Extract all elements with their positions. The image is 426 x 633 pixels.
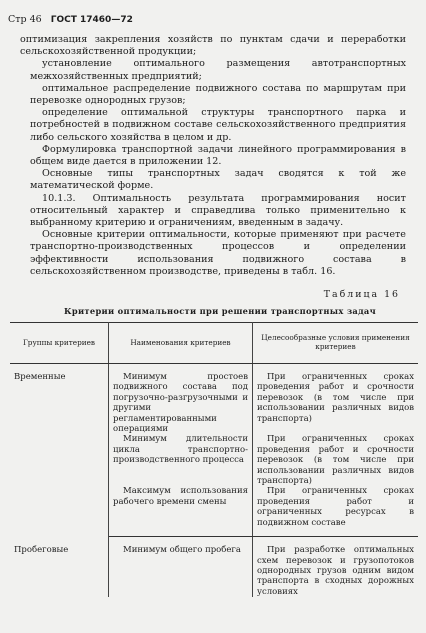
group-cell: Временные (10, 364, 109, 537)
table-row (10, 537, 418, 598)
criterion-cell: Минимум простоев подвижного состава под погрузочно-разгрузочными и другими регламентированными операциями (109, 364, 253, 435)
running-header (8, 14, 133, 25)
paragraph: оптимизация закрепления хозяйств по пунктам сдачи и переработки сельскохозяйственной продукции; (20, 34, 406, 58)
page-number: Стр 46 (8, 14, 42, 25)
body-text (20, 34, 406, 278)
column-header: Целесообразные условия применения критериев (253, 323, 419, 364)
criterion-cell: Максимум использования рабочего времени смены (109, 486, 253, 536)
paragraph: оптимальное распределение подвижного состава по маршрутам при перевозке однородных грузов; (30, 82, 406, 107)
condition-cell: При ограниченных сроках проведения работ и срочности перевозок (в том числе при использовании различных видов транспорта) (257, 434, 414, 487)
condition-cell: При ограниченных сроках проведения работ и срочности перевозок (в том числе при использовании различных видов транспорта) (257, 372, 414, 424)
criteria-table (10, 322, 418, 597)
condition-cell: При ограниченных сроках проведения работ и ограниченных ресурсах в подвижном составе (253, 486, 419, 536)
paragraph: Основные типы транспортных задач сводятся к той же математической форме. (30, 168, 406, 192)
paragraph: Формулировка транспортной задачи линейного программирования в общем виде дается в приложении 12. (30, 143, 406, 168)
criterion-cell: Минимум длительности цикла транспортно-производственного процесса (109, 434, 253, 486)
column-header: Группы критериев (10, 323, 109, 364)
standard-number: ГОСТ 17460—72 (50, 15, 133, 25)
paragraph: определение оптимальной структуры транспортного парка и потребностей в подвижном составе сельскохозяйственного предприятия либо сельского хозяйства в целом и др. (30, 107, 406, 143)
table-title: Критерии оптимальности при решении транспортных задач (64, 306, 376, 316)
paragraph: 10.1.3. Оптимальность результата программирования носит относительный характер и справедлива только применительно к выбранному критерию и ограничениям, введенным в задачу. (30, 192, 406, 229)
group-cell: Пробеговые (10, 537, 109, 598)
table-row (10, 364, 418, 435)
table-caption: Таблица 16 (323, 289, 400, 300)
condition-cell: При разработке оптимальных схем перевозок и грузопотоков однородных грузов одним видом транспорта в сходных дорожных условиях (257, 545, 414, 597)
paragraph: установление оптимального размещения автотранспортных межхозяйственных предприятий; (30, 58, 406, 82)
column-header: Наименования критериев (109, 323, 253, 364)
table-header-row (10, 323, 418, 364)
criterion-cell: Минимум общего пробега (109, 537, 253, 598)
paragraph: Основные критерии оптимальности, которые применяют при расчете транспортно-производственных процессов и определении эффективности использования подвижного состава в сельскохозяйственном производстве, приведены в табл. 16. (30, 229, 406, 277)
